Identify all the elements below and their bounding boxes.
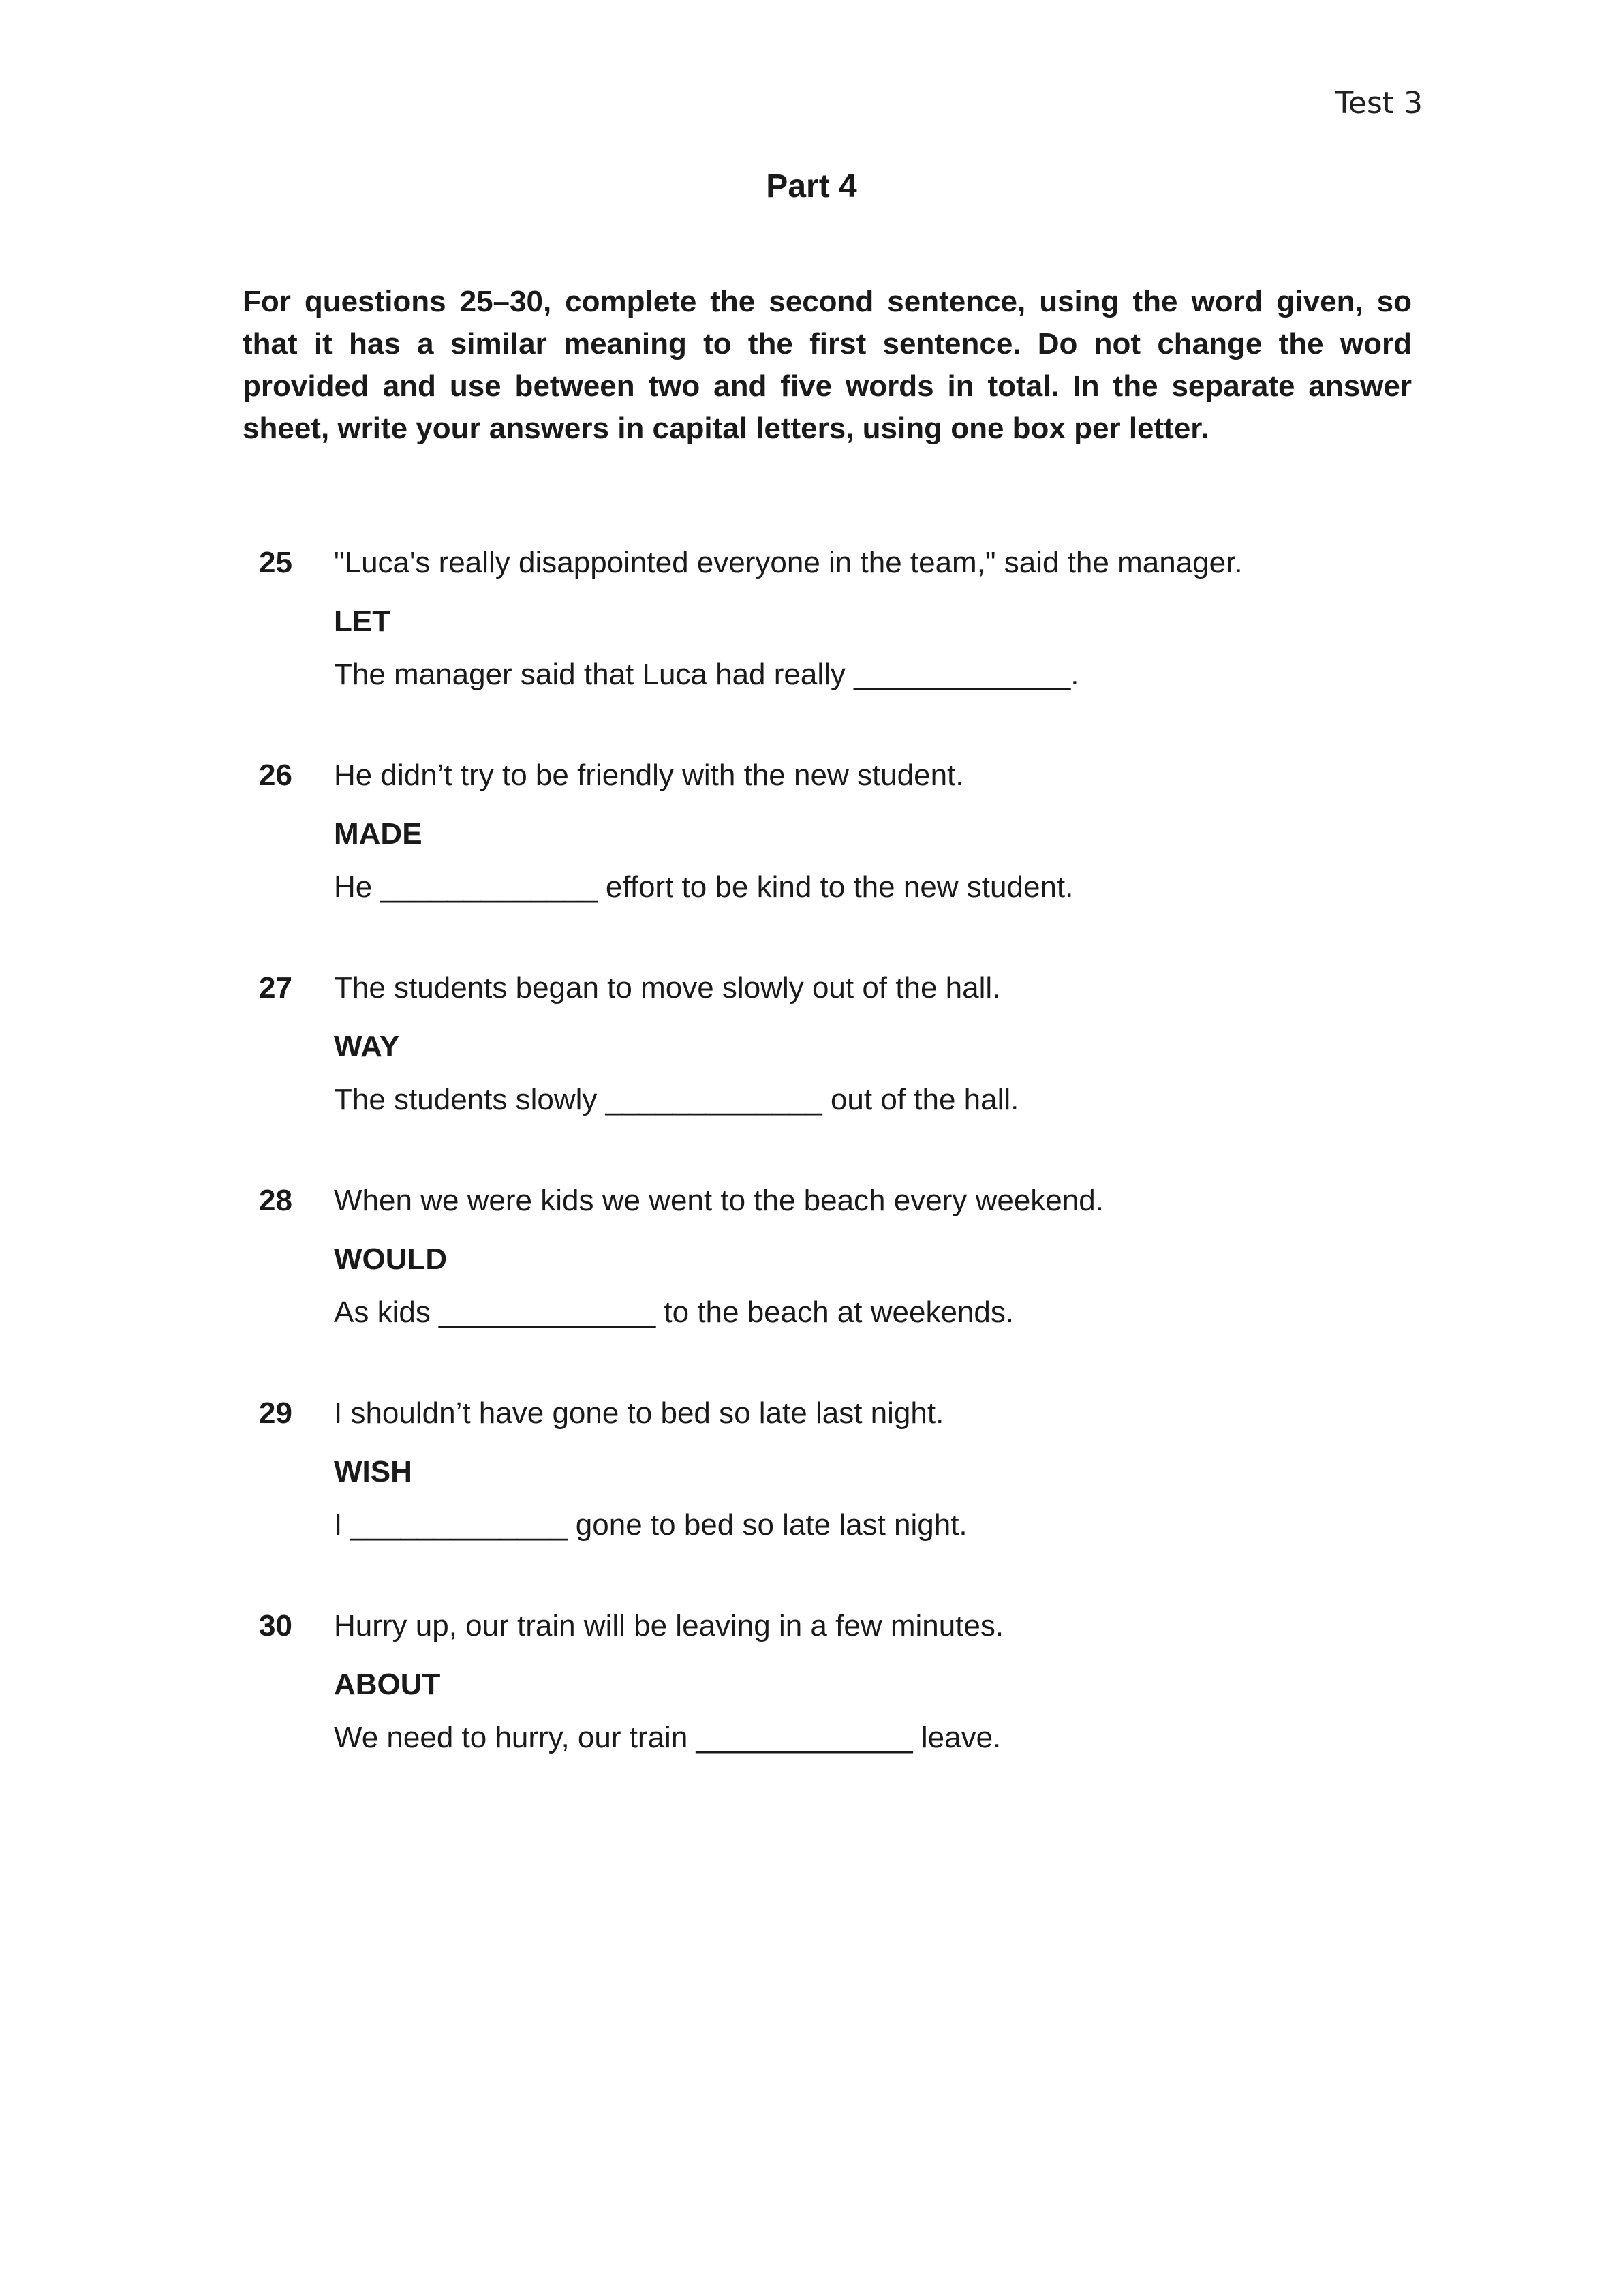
rewrite-sentence: He _____________ effort to be kind to the new student. [334, 870, 1074, 904]
question-body [334, 1605, 1410, 1764]
question-number: 25 [259, 546, 292, 579]
test-label: Test 3 [1335, 86, 1423, 121]
question-28 [259, 1180, 1417, 1392]
rewrite-sentence: As kids _____________ to the beach at weekends. [334, 1296, 1015, 1329]
question-26 [259, 754, 1417, 967]
original-sentence: When we were kids we went to the beach every weekend. [334, 1184, 1104, 1217]
original-sentence: I shouldn’t have gone to bed so late last night. [334, 1396, 944, 1430]
key-word: WOULD [334, 1242, 448, 1276]
question-body [334, 967, 1410, 1127]
question-list [259, 542, 1417, 1818]
question-body [334, 542, 1410, 701]
question-body [334, 754, 1410, 914]
rewrite-sentence: The students slowly _____________ out of the hall. [334, 1083, 1019, 1116]
question-number: 27 [259, 971, 292, 1005]
question-30 [259, 1605, 1417, 1818]
question-number: 30 [259, 1609, 292, 1642]
question-29 [259, 1392, 1417, 1605]
original-sentence: Hurry up, our train will be leaving in a few minutes. [334, 1609, 1004, 1642]
key-word: LET [334, 604, 391, 638]
original-sentence: He didn’t try to be friendly with the new student. [334, 759, 964, 792]
key-word: WAY [334, 1030, 400, 1063]
key-word: ABOUT [334, 1668, 441, 1701]
question-number: 26 [259, 759, 292, 792]
rewrite-sentence: I _____________ gone to bed so late last night. [334, 1508, 968, 1542]
question-body [334, 1392, 1410, 1552]
rewrite-sentence: The manager said that Luca had really _____________. [334, 658, 1079, 691]
question-25 [259, 542, 1417, 754]
key-word: MADE [334, 817, 422, 851]
original-sentence: The students began to move slowly out of the hall. [334, 971, 1001, 1005]
instructions: For questions 25–30, complete the second sentence, using the word given, so that it has a similar meaning to the first sentence. Do not change the word provided and use between two and five words in total. In the separate answer sheet, write your answers in capital letters, using one box per letter. [243, 285, 1412, 445]
page-title: Part 4 [766, 168, 857, 204]
question-number: 28 [259, 1184, 292, 1217]
question-number: 29 [259, 1396, 292, 1430]
original-sentence: "Luca's really disappointed everyone in the team," said the manager. [334, 546, 1243, 579]
question-body [334, 1180, 1410, 1339]
rewrite-sentence: We need to hurry, our train _____________ leave. [334, 1721, 1002, 1754]
question-27 [259, 967, 1417, 1180]
key-word: WISH [334, 1455, 412, 1488]
